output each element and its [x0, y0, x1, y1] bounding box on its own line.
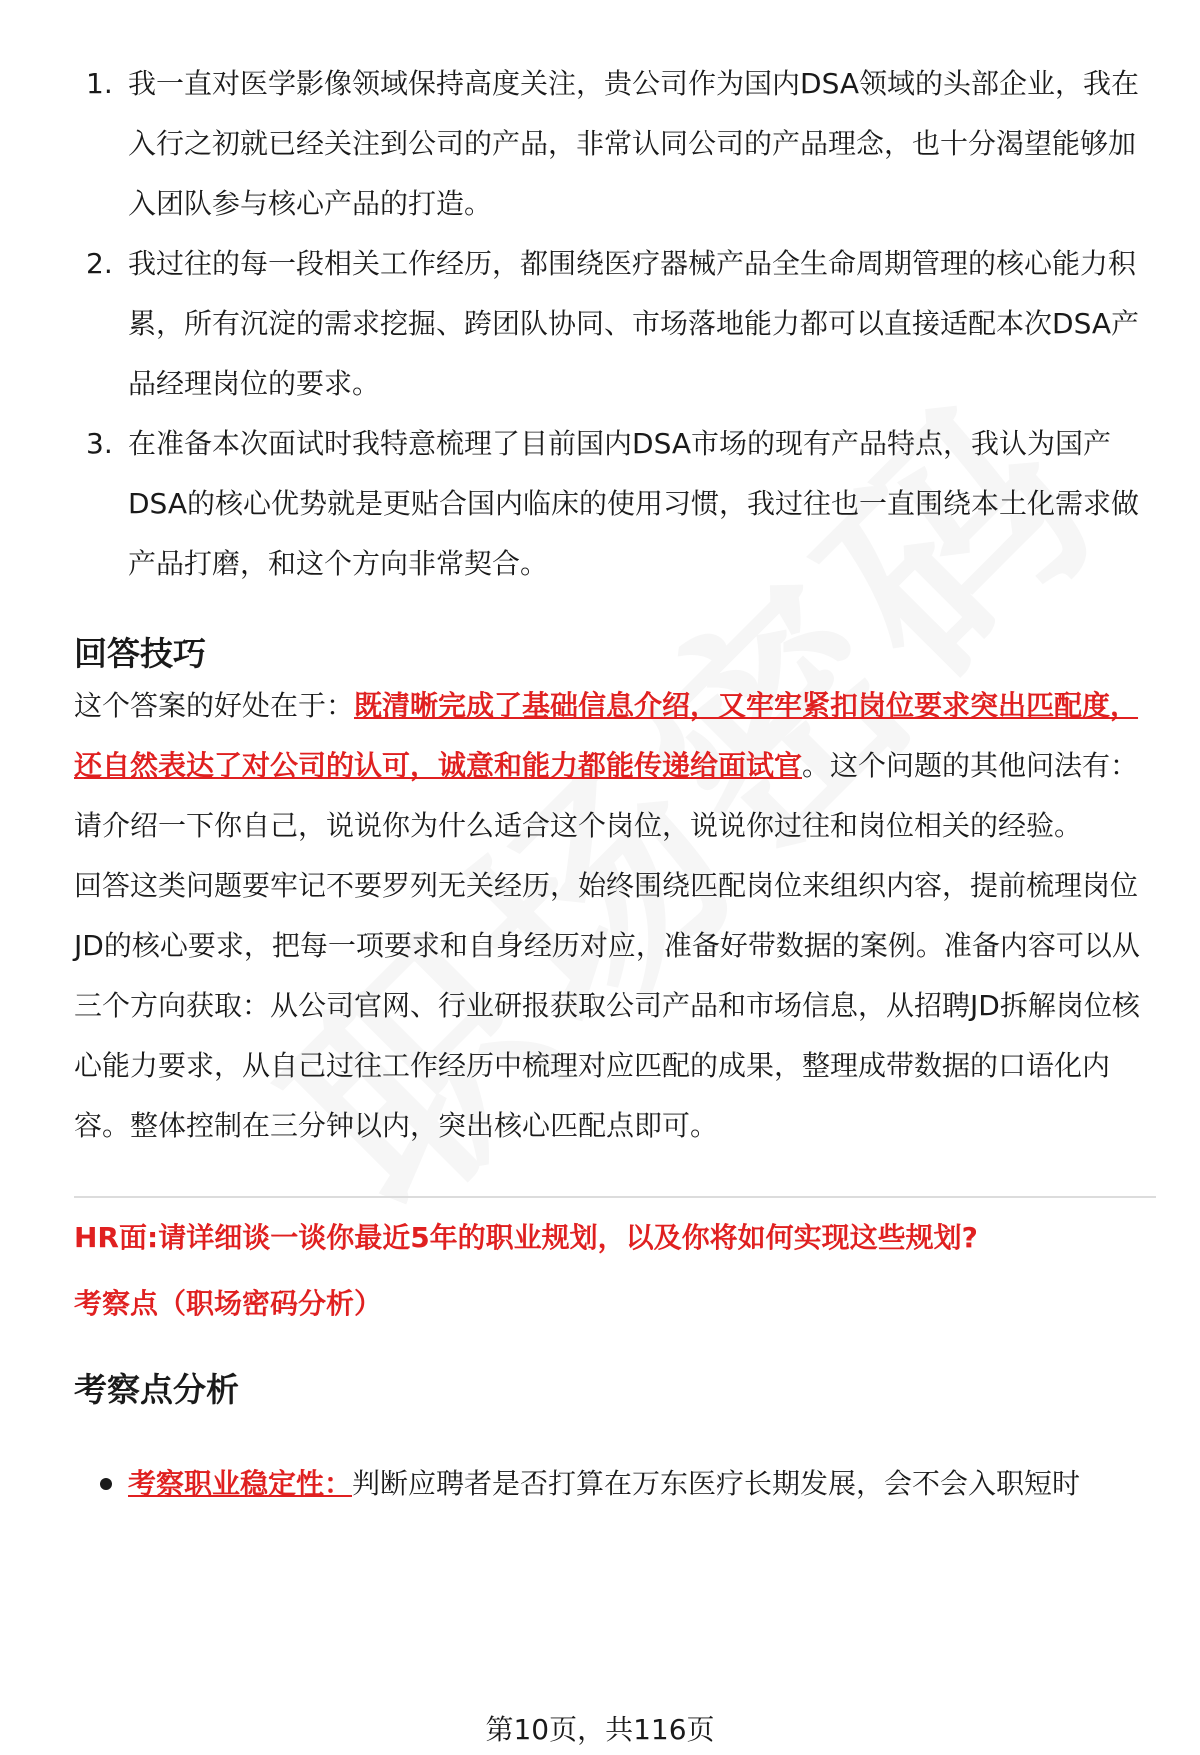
analysis-list — [74, 1456, 1154, 1512]
list-item-text: 在准备本次面试时我特意梳理了目前国内DSA市场的现有产品特点，我认为国产DSA的核心优势就是更贴合国内临床的使用习惯，我过往也一直围绕本土化需求做产品打磨，和这个方向非常契合。 — [128, 427, 1140, 580]
list-item-number: 3. — [86, 427, 113, 460]
list-item-number: 2. — [86, 247, 113, 280]
page-content — [74, 54, 1154, 1512]
analysis-heading: 考察点分析 — [74, 1370, 239, 1409]
analysis-item-label: 考察职业稳定性： — [128, 1467, 353, 1500]
tips-paragraph-2: 回答这类问题要牢记不要罗列无关经历，始终围绕匹配岗位来组织内容，提前梳理岗位JD的核心要求，把每一项要求和自身经历对应，准备好带数据的案例。准备内容可以从三个方向获取：从公司官网、行业研报获取公司产品和市场信息，从招聘JD拆解岗位核心能力要求，从自己过往工作经历中梳理对应匹配的成果，整理成带数据的口语化内容。整体控制在三分钟以内，突出核心匹配点即可。 — [74, 869, 1140, 1142]
tips-followup: 。这个问题的其他问法有：请介绍一下你自己，说说你为什么适合这个岗位，说说你过往和岗位相关的经验。 — [74, 749, 1139, 842]
answer-list — [74, 54, 1154, 594]
list-item — [74, 414, 1154, 594]
list-item-text: 我一直对医学影像领域保持高度关注，贵公司作为国内DSA领域的头部企业，我在入行之初就已经关注到公司的产品，非常认同公司的产品理念，也十分渴望能够加入团队参与核心产品的打造。 — [128, 67, 1140, 220]
bullet-icon — [100, 1478, 112, 1490]
list-item-text: 我过往的每一段相关工作经历，都围绕医疗器械产品全生命周期管理的核心能力积累，所有沉淀的需求挖掘、跨团队协同、市场落地能力都可以直接适配本次DSA产品经理岗位的要求。 — [128, 247, 1140, 400]
list-item-number: 1. — [86, 67, 113, 100]
tips-highlight: 既清晰完成了基础信息介绍，又牢牢紧扣岗位要求突出匹配度，还自然表达了对公司的认可，诚意和能力都能传递给面试官 — [74, 689, 1139, 782]
section-divider — [74, 1196, 1156, 1198]
tips-paragraph-1 — [74, 676, 1154, 856]
list-item — [74, 234, 1154, 414]
list-item — [74, 54, 1154, 234]
question-title: HR面:请详细谈一谈你最近5年的职业规划，以及你将如何实现这些规划? — [74, 1221, 978, 1254]
tips-intro: 这个答案的好处在于： — [74, 689, 355, 722]
analysis-item-text: 判断应聘者是否打算在万东医疗长期发展，会不会入职短时 — [352, 1467, 1081, 1500]
question-subtitle: 考察点（职场密码分析） — [74, 1287, 383, 1320]
page-number: 第10页，共116页 — [485, 1713, 715, 1746]
tips-heading: 回答技巧 — [74, 634, 206, 673]
list-item — [74, 1456, 1154, 1512]
